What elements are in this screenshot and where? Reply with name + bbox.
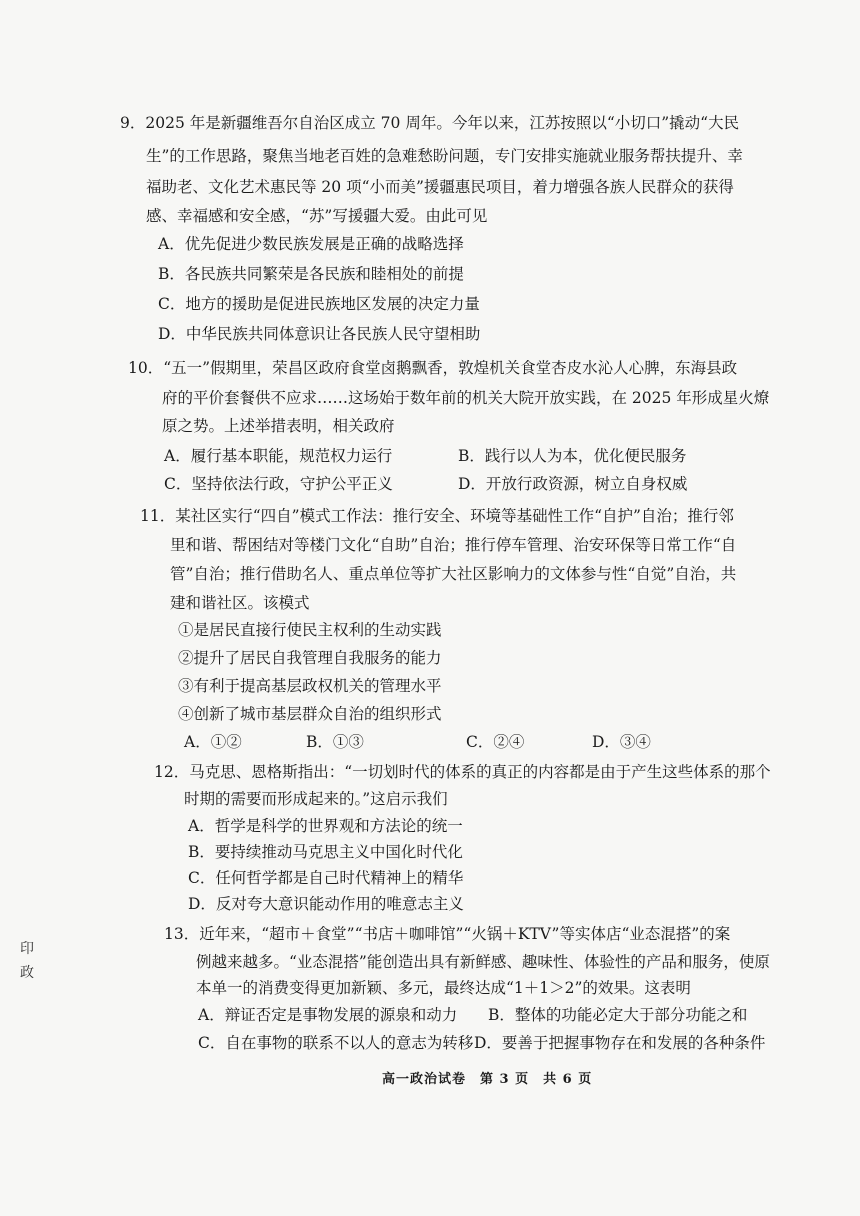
option-b: B．整体的功能必定大于部分功能之和 <box>488 1006 748 1024</box>
question-9-line: 福助老、文化艺术惠民等 20 项“小而美”援疆惠民项目，着力增强各族人民群众的获得 <box>146 178 734 196</box>
question-10-line: 10．“五一”假期里，荣昌区政府食堂卤鹅飘香，敦煌机关食堂杏皮水沁人心脾，东海县政 <box>128 359 738 377</box>
option-a: A．优先促进少数民族发展是正确的战略选择 <box>158 235 464 253</box>
option-c: C．自在事物的联系不以人的意志为转移 <box>198 1034 474 1052</box>
option-d: D．开放行政资源，树立自身权威 <box>458 475 688 493</box>
margin-char: 政 <box>20 965 34 981</box>
question-9-line: 9．2025 年是新疆维吾尔自治区成立 70 周年。今年以来，江苏按照以“小切口”撬动“大民 <box>120 114 740 132</box>
question-11-line: 里和谐、帮困结对等楼门文化“自助”自治；推行停车管理、治安环保等日常工作“自 <box>170 536 737 554</box>
page-footer: 高一政治试卷 第 3 页 共 6 页 <box>382 1072 593 1087</box>
question-10-line: 原之势。上述举措表明，相关政府 <box>162 417 395 435</box>
question-13-line: 13．近年来，“超市＋食堂”“书店＋咖啡馆”“火锅＋KTV”等实体店“业态混搭”的案 <box>164 925 731 943</box>
option-a: A．辩证否定是事物发展的源泉和动力 <box>198 1006 458 1024</box>
statement-3: ③有利于提高基层政权机关的管理水平 <box>178 677 442 695</box>
option-b: B．践行以人为本，优化便民服务 <box>458 447 687 465</box>
question-9-line: 生”的工作思路，聚焦当地老百姓的急难愁盼问题，专门安排实施就业服务帮扶提升、幸 <box>146 147 743 165</box>
option-d: D．要善于把握事物存在和发展的各种条件 <box>474 1034 766 1052</box>
option-c: C．地方的援助是促进民族地区发展的决定力量 <box>158 295 480 313</box>
option-a: A．哲学是科学的世界观和方法论的统一 <box>188 817 463 835</box>
question-10-line: 府的平价套餐供不应求……这场始于数年前的机关大院开放实践，在 2025 年形成星火燎 <box>162 389 770 407</box>
question-13-line: 例越来越多。“业态混搭”能创造出具有新鲜感、趣味性、体验性的产品和服务，使原 <box>196 953 770 971</box>
statement-1: ①是居民直接行使民主权利的生动实践 <box>178 621 442 639</box>
question-11-line: 建和谐社区。该模式 <box>170 594 310 612</box>
option-c: C．坚持依法行政，守护公平正义 <box>164 475 393 493</box>
option-a: A．履行基本职能，规范权力运行 <box>164 447 393 465</box>
statement-4: ④创新了城市基层群众自治的组织形式 <box>178 705 442 723</box>
question-11-line: 管”自治；推行借助名人、重点单位等扩大社区影响力的文体参与性“自觉”自治，共 <box>170 565 737 583</box>
question-11-line: 11．某社区实行“四自”模式工作法：推行安全、环境等基础性工作“自护”自治；推行邻 <box>140 507 734 525</box>
statement-2: ②提升了居民自我管理自我服务的能力 <box>178 649 442 667</box>
question-13-line: 本单一的消费变得更加新颖、多元，最终达成“1＋1＞2”的效果。这表明 <box>196 979 691 997</box>
option-b: B．各民族共同繁荣是各民族和睦相处的前提 <box>158 265 464 283</box>
option-b: B．①③ <box>306 733 364 751</box>
option-d: D．反对夸大意识能动作用的唯意志主义 <box>188 895 464 913</box>
option-b: B．要持续推动马克思主义中国化时代化 <box>188 843 463 861</box>
option-c: C．②④ <box>466 733 525 751</box>
option-c: C．任何哲学都是自己时代精神上的精华 <box>188 869 464 887</box>
option-d: D．中华民族共同体意识让各民族人民守望相助 <box>158 325 481 343</box>
question-12-line: 12．马克思、恩格斯指出：“一切划时代的体系的真正的内容都是由于产生这些体系的那个 <box>154 763 771 781</box>
question-12-line: 时期的需要而形成起来的。”这启示我们 <box>184 790 448 808</box>
margin-char: 印 <box>20 941 34 957</box>
option-d: D．③④ <box>592 733 651 751</box>
option-a: A．①② <box>184 733 242 751</box>
question-9-line: 感、幸福感和安全感，“苏”写援疆大爱。由此可见 <box>146 207 488 225</box>
